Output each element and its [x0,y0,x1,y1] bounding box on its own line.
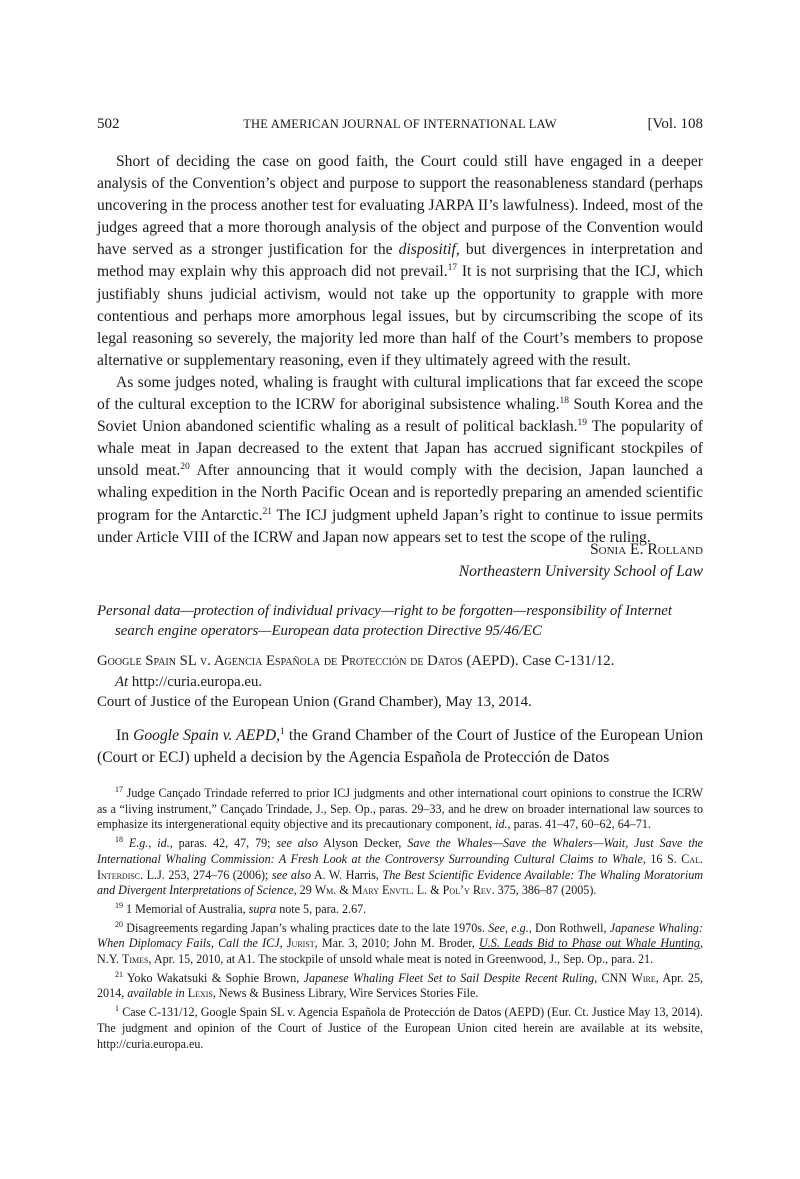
text-run: Disagreements regarding Japan’s whaling practices date to the late 1970s. [123,920,489,935]
text-run: , [276,727,280,744]
italic-run: E.g. [128,836,149,851]
case-number: (AEPD). Case C-131/12. [462,653,615,669]
text-run: 375, 386–87 (2005). [494,883,597,898]
case-name: Google Spain SL v. Agencia Española de Protección de Datos [97,653,463,669]
text-run: , Mar. 3, 2010; John M. Broder, [314,936,480,951]
text-run: , 29 [293,883,315,898]
paragraph-good-faith [97,151,703,372]
footnote-number: 1 [115,1004,119,1014]
text-run: Case C-131/12, Google Spain SL v. Agencia Española de Protección de Datos (AEPD) (Eur. Ct. Justice May 13, 2014). The judgment and opinion of the Court of Justice of the European Union cited herein are available at its website, http://curia.europa.eu. [97,1005,703,1051]
footnote-ref-21[interactable]: 21 [262,506,272,517]
italic-run: available in [127,986,185,1001]
italic-run: supra [248,901,277,916]
footnote-ref-17[interactable]: 17 [447,263,458,274]
case-body [97,725,703,769]
text-run: , News & Business Library, Wire Services Stories File. [212,986,479,1001]
text-run: , N.Y. [97,936,703,967]
text-run: As some judges noted, whaling is fraught with cultural implications that far exceed the scope of the cultural exception to the ICRW for aboriginal subsistence whaling. [97,373,703,414]
author-signature [459,539,703,583]
text-run: , [148,836,158,851]
text-run: 1 Memorial of Australia, [123,901,249,916]
text-run: , 16 S. [642,851,682,866]
italic-run: id. [157,836,170,851]
case-citation [97,651,703,713]
italic-run: see also [271,867,311,882]
running-head [97,116,703,136]
text-run: L.J. 253, 274–76 (2006); [143,867,272,882]
underlined-title: U.S. Leads Bid to Phase out Whale Hunting [479,936,700,951]
text-run: , Apr. 25, 2014, [97,970,704,1001]
case-headnote: Personal data—protection of individual privacy—right to be forgotten—responsibility of Internet search engine operators—European data protection Directive 95/46/EC [97,603,672,639]
smallcaps-run: Lexis [187,986,213,1001]
paragraph-whaling [97,372,703,549]
journal-title: THE AMERICAN JOURNAL OF INTERNATIONAL LAW [243,117,557,131]
footnote-21 [97,971,703,1002]
footnote-number: 18 [115,835,123,845]
smallcaps-run: Wm. & Mary Envtl. [314,883,414,898]
footnote-number: 19 [115,900,123,910]
footnote-17 [97,786,703,833]
article-body [97,151,703,549]
smallcaps-run: Cal. Interdisc. [97,851,703,882]
text-run: Short of deciding the case on good faith, the Court could still have engaged in a deeper analysis of the Convention’s object and purpose to support the reasonableness standard (perhaps uncovering in the process another test for evaluating JARPA II’s lawfulness). Indeed, most of the judges agreed that a more thorough analysis of the object and purpose of the Convention would have served as a stronger justification for the [97,153,703,259]
text-run: , paras. 41–47, 60–62, 64–71. [507,817,651,832]
footnote-ref-20[interactable]: 20 [180,462,190,473]
paragraph-google-spain [97,725,703,769]
text-run: Yoko Wakatsuki & Sophie Brown, [123,970,304,985]
footnote-19 [97,902,703,918]
text-run: Alyson Decker, [317,836,408,851]
footnote-ref-1[interactable]: 1 [280,726,285,737]
text-run: Judge Cançado Trindade referred to prior ICJ judgments and other international court opinions to construe the ICRW as a “living instrument,” Cançado Trindade, J., Sep. Op., paras. 29–33, and he drew on broader international law sources to emphasize its intergenerational equity objective and its precautionary component, [97,786,703,832]
italic-run: Save the Whales—Save the Whalers—Wait, Just Save the International Whaling Commission: A Fresh Look at the Controversy Surrounding Cultural Claims to Whale [97,836,703,866]
text-run: , [279,936,287,951]
smallcaps-run: Times [121,952,149,967]
author-name: Sonia E. Rolland [589,541,703,558]
footnote-ref-19[interactable]: 19 [577,417,588,428]
text-run: , Apr. 15, 2010, at A1. The stockpile of unsold whale meat is noted in Greenwood, J., Sep. Op., para. 21. [148,952,654,967]
case-citation-line [97,651,703,692]
text-run: , CNN [594,970,632,985]
footnotes [97,786,703,1055]
italic-run: See, e.g. [488,920,529,935]
smallcaps-run: Pol’y Rev. [442,883,495,898]
footnote-18 [97,836,703,899]
case-url[interactable]: http://curia.europa.eu. [128,673,263,690]
text-run: The ICJ judgment upheld Japan’s right to continue to issue permits under Article VIII of the ICRW and Japan now appears set to test the scope of the ruling. [97,506,703,546]
footnote-number: 20 [115,919,123,929]
smallcaps-run: Jurist [286,936,315,951]
text-run: It is not surprising that the ICJ, which justifiably shuns judicial activism, would not take up the opportunity to grapple with more contentious and perhaps more amorphous legal issues, but by circumscribing the scope of its legal reasoning so severely, the majority led more than half of the Court’s members to propose alternative or supplementary reasoning, even if they ultimately agreed with the result. [97,263,703,369]
text-run: After announcing that it would comply with the decision, Japan launched a whaling expedition in the North Pacific Ocean and is reportedly preparing an amended scientific program for the Antarctic. [97,462,703,524]
page-number: 502 [97,116,120,132]
italic-run: Japanese Whaling Fleet Set to Sail Despite Recent Ruling [303,970,595,985]
footnote-1 [97,1005,703,1052]
author-institution: Northeastern University School of Law [458,563,703,580]
text-run: note 5, para. 2.67. [276,901,367,916]
italic-run: see also [276,836,318,851]
text-run: , paras. 42, 47, 79; [169,836,277,851]
volume-label: [Vol. 108 [647,116,703,132]
italic-run: Japanese Whaling: When Diplomacy Fails, Call the ICJ [97,920,703,951]
footnote-ref-18[interactable]: 18 [559,395,569,406]
text-run: the Grand Chamber of the Court of Justice of the European Union (Court or ECJ) upheld a decision by the Agencia Española de Protección de Datos [97,727,704,766]
italic-run: The Best Scientific Evidence Available: The Whaling Moratorium and Divergent Interpretations of Science [97,867,703,898]
text-run: , but divergences in interpretation and method may explain why this approach did not prevail. [97,241,703,281]
footnote-number: 17 [115,784,123,794]
text-run: , Don Rothwell, [528,920,610,935]
text-run: A. W. Harris, [311,867,383,882]
italic-run: dispositif [398,241,456,259]
court-line: Court of Justice of the European Union (Grand Chamber), May 13, 2014. [97,694,532,710]
smallcaps-run: Wire [631,970,656,985]
italic-run: id. [495,817,508,832]
footnote-20 [97,921,703,968]
text-run: The popularity of whale meat in Japan decreased to the extent that Japan has accrued significant stockpiles of unsold meat. [97,418,703,480]
at-label: At [115,673,129,690]
footnote-number: 21 [115,969,123,979]
text-run: L. & [413,883,443,898]
text-run: In [116,727,134,744]
italic-run: Google Spain v. AEPD [133,727,277,744]
text-run: South Korea and the Soviet Union abandoned scientific whaling as a result of political backlash. [97,396,703,436]
